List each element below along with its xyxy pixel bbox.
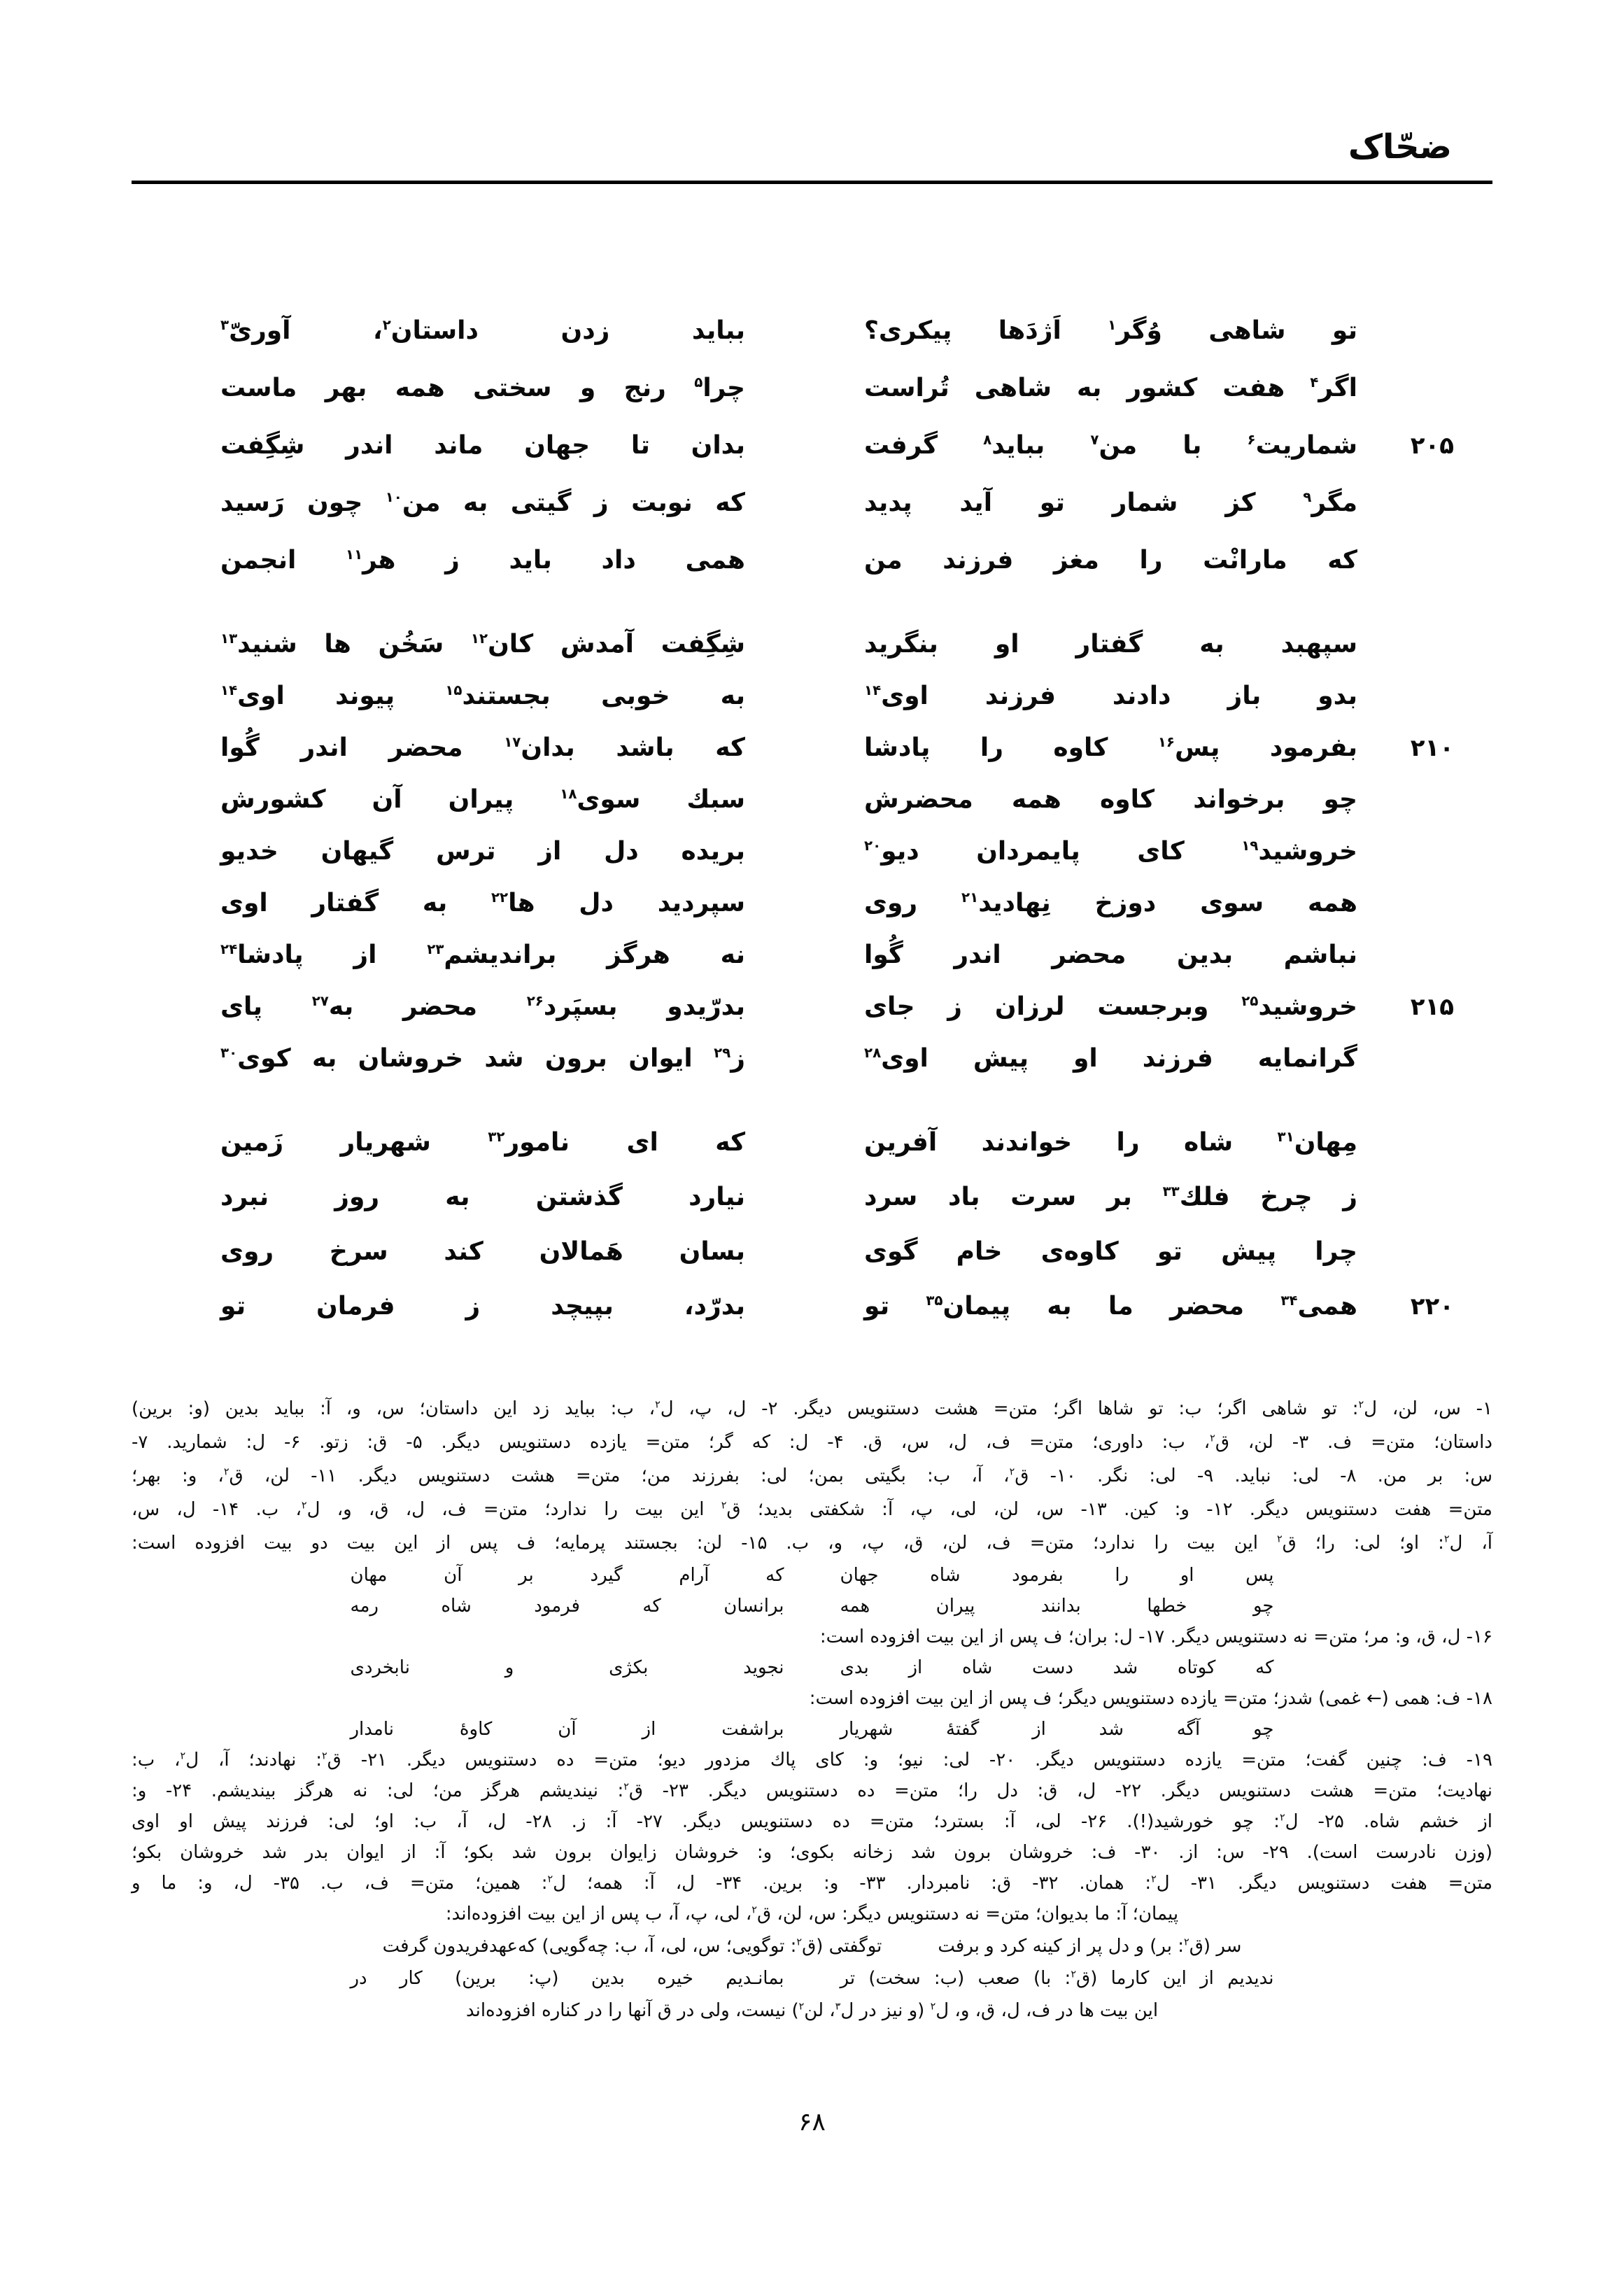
hemistich-right: که کوتاه شد دست شاه از بدی [840,1657,1274,1678]
footnote-added-couplet [132,1590,1492,1622]
footnote-line [132,1994,1492,2027]
hemistich-left: بدرّد، بپیچد ز فرمان تو [220,1292,745,1321]
footnote-text: ۱۶- ل، ق، و: مر؛ متن= نه دستنویس دیگر. ۱۷- ل: بران؛ ف پس از این بیت افزوده است: [819,1626,1492,1647]
footnote-added-couplet [132,1652,1492,1684]
hemistich-right: مگر$^۹$ کز شمار تو آید پدید [864,488,1357,517]
hemistich-right: چو خطها بدانند پیران همه [840,1596,1274,1617]
footnote-text: ۱۸- ف: همی (← غمی) شدز؛ متن= یازده دستنویس دیگر؛ ف پس از این بیت افزوده است: [809,1688,1492,1709]
page-number: ۶۸ [798,2108,826,2137]
hemistich-right: سپهبد به گفتار او بنگرید [864,630,1357,659]
hemistich-right: سر (ق$^۲$: بر) و دل پر از کینه کرد و برفت [938,1936,1242,1957]
footnote-line [132,1806,1492,1838]
verse-row [132,365,1492,411]
hemistich-left: نجوید بکژی و نابخردی [350,1657,784,1678]
hemistich-right: همه سوی دوزخ نِهادید$^{۲۱}$ روی [864,889,1357,917]
verse-row [132,725,1492,771]
hemistich-left: بباید زدن داستان$^۲$، آوریّ$^۳$ [220,316,745,345]
hemistich-right: چرا پیش تو کاوه‌ی خام گوی [864,1237,1357,1266]
footnote-line [132,1527,1492,1559]
footnote-line [132,1836,1492,1869]
hemistich-left: به خوبی بجستند$^{۱۵}$ پیوند اوی$^{۱۴}$ [220,682,745,710]
footnote-text: س: بر من. ۸- لی: نباید. ۹- لی: نگر. ۱۰- ق$^۲$، آ، ب: بگیتی بمن؛ لی: بفرزند من؛ متن= هشت دستنویس دیگر. ۱۱- لن، ق$^۲$، و: بهر؛ [132,1465,1492,1486]
footnote-line [132,1744,1492,1776]
hemistich-right: چو آگه شد از گفتهٔ شهریار [840,1719,1274,1740]
footnote-text: نهادیت؛ متن= هشت دستنویس دیگر. ۲۲- ل، ق: دل را؛ متن= ده دستنویس دیگر. ۲۳- ق$^۲$: نیندیشم هرگز من؛ لی: نه هرگز بیندیشم. ۲۴- و: [132,1780,1492,1801]
footnote-text: ۱- س، لن، ل$^۲$: تو شاهی اگر؛ ب: تو شاها اگر؛ متن= هشت دستنویس دیگر. ۲- ل، پ، ل$^۲$، ب: بباید زد این داستان؛ س، و، آ: بباید بدین (و: برین) [132,1398,1492,1419]
hemistich-left: که نوبت ز گیتی به من$^{۱۰}$ چون رَسید [220,488,745,517]
hemistich-left: سپردید دل ها$^{۲۲}$ به گفتار اوی [220,889,745,917]
hemistich-left: نه هرگز براندیشم$^{۲۳}$ از پادشا$^{۲۴}$ [220,941,746,969]
hemistich-right: گرانمایه فرزند او پیش اوی$^{۲۸}$ [864,1044,1357,1073]
hemistich-left: سبك سوی$^{۱۸}$ پیران آن کشورش [220,785,745,814]
footnote-added-couplet [132,1930,1492,1962]
footnote-line [132,1898,1492,1930]
hemistich-left: ز$^{۲۹}$ ایوان برون شد خروشان به کوی$^{۳۰}$ [220,1044,745,1073]
footnote-line [132,1493,1492,1526]
footnote-line [132,1682,1492,1715]
verse-number: ۲۱۵ [1410,993,1454,1021]
footnote-text: این بیت ها در ف، ل، ق، و، ل$^۲$ (و نیز در ل$^۳$، لن$^۲$) نیست، ولی در ق آنها را در کناره افزوده‌اند [465,2000,1159,2021]
footnote-text: متن= هفت دستنویس دیگر. ۱۲- و: کین. ۱۳- س، لن، لی، پ، آ: شکفتی بدید؛ ق$^۲$ این بیت را ندارد؛ متن= ف، ل، ق، و، ل$^۲$، ب. ۱۴- ل، س، [132,1499,1492,1520]
footnote-line [132,1867,1492,1899]
hemistich-right: چو برخواند کاوه همه محضرش [864,785,1357,814]
hemistich-left: نیارد گذشتن به روز نبرد [220,1183,745,1211]
verse-row [132,423,1492,469]
footnote-line [132,1621,1492,1653]
hemistich-left: براشفت از آن کاوهٔ نامدار [350,1719,784,1740]
footnote-added-couplet [132,1713,1492,1745]
hemistich-right: پس او را بفرمود شاه جهان [840,1565,1274,1586]
hemistich-left: که باشد بدان$^{۱۷}$ محضر اندر گُوا [220,733,745,762]
hemistich-left: بدرّیدو بسپَرد$^{۲۶}$ محضر به$^{۲۷}$ پای [220,992,745,1021]
verse-row [132,1174,1492,1220]
hemistich-right: که مارانْت را مغز فرزند من [864,546,1357,575]
hemistich-left: که آرام گیرد بر آن مهان [350,1565,784,1586]
hemistich-left: بسان هَمالان کند سرخ روی [220,1237,745,1266]
footnote-line [132,1775,1492,1807]
verse-row [132,984,1492,1030]
footnote-line [132,1426,1492,1458]
hemistich-left: همی داد باید ز هر$^{۱۱}$ انجمن [220,546,745,575]
hemistich-right: ندیدیم از این کارما (ق$^۲$: با) صعب (ب: سخت) تر [840,1968,1274,1989]
hemistich-right: همی$^{۳۴}$ محضر ما به پیمان$^{۳۵}$ تو [864,1292,1358,1321]
verse-row [132,1229,1492,1275]
footnote-text: آ، ل$^۲$: او؛ لی: را؛ ق$^۲$ این بیت را ندارد؛ متن= ف، لن، ق، پ، و، ب. ۱۵- لن: بجستند پرمایه؛ ف پس از این بیت دو بیت افزوده است: [132,1533,1493,1554]
hemistich-right: تو شاهی وُگر$^۱$ اَژدَها پیکری؟ [864,316,1357,345]
hemistich-right: خروشید$^{۱۹}$ کای پایمردان دیو$^{۲۰}$ [864,837,1357,866]
hemistich-left: شِگِفت آمدش کان$^{۱۲}$ سَخُن ها شنید$^{۱۳}$ [220,630,745,659]
footnote-text: (وزن نادرست است). ۲۹- س: از. ۳۰- ف: خروشان برون شد زخانه بکوی؛ و: خروشان زایوان برون شد بکو؛ آ: از ایوان بدر شد خروشان بکو؛ [132,1842,1492,1863]
verse-row [132,1036,1492,1082]
hemistich-right: شماریت$^۶$ با من$^۷$ بباید$^۸$ گرفت [864,431,1357,460]
verse-row [132,621,1492,668]
verse-row [132,1120,1492,1166]
verse-number: ۲۰۵ [1410,432,1454,460]
hemistich-right: بدو باز دادند فرزند اوی$^{۱۴}$ [864,682,1357,710]
hemistich-left: بدان تا جهان ماند اندر شِگِفت [220,431,745,460]
verse-number: ۲۱۰ [1410,734,1454,762]
footnote-text: داستان؛ متن= ف. ۳- لن، ق$^۲$، ب: داوری؛ متن= ف، ل، س، ق. ۴- ل: که گر؛ متن= یازده دستنویس دیگر. ۵- ق: زتو. ۶- ل: شمارید. ۷- [132,1432,1492,1453]
hemistich-left: بمانـدیم خیره بدین (پ: برین) کار در [350,1968,784,1989]
hemistich-right: بفرمود پس$^{۱۶}$ کاوه را پادشا [864,733,1357,762]
hemistich-right: نباشم بدین محضر اندر گُوا [864,941,1357,969]
verse-row [132,537,1492,584]
hemistich-left: بریده دل از ترس گیهان خدیو [220,837,745,866]
verse-row [132,829,1492,875]
verse-row [132,932,1492,978]
footnote-added-couplet [132,1962,1492,1994]
footnote-added-couplet [132,1559,1492,1591]
footnote-text: از خشم شاه. ۲۵- ل$^۲$: چو خورشید(!). ۲۶- لی، آ: بسترد؛ متن= ده دستنویس دیگر. ۲۷- آ: ز. ۲۸- ل، آ، ب: او؛ لی: فرزند پیش او اوی [132,1811,1492,1832]
verse-number: ۲۲۰ [1410,1293,1454,1321]
verse-row [132,1283,1492,1330]
verse-row [132,880,1492,927]
footnote-text: ۱۹- ف: چنین گفت؛ متن= یازده دستنویس دیگر. ۲۰- لی: نیو؛ و: کای پاك مزدور دیو؛ متن= ده دستنویس دیگر. ۲۱- ق$^۲$: نهادند؛ آ، ل$^۲$، ب: [132,1750,1492,1771]
hemistich-left: چرا$^۵$ رنج و سختی همه بهر ماست [220,374,745,402]
verse-row [132,673,1492,719]
hemistich-right: خروشید$^{۲۵}$ وبرجست لرزان ز جای [864,992,1357,1021]
footnote-line [132,1393,1492,1425]
footnote-line [132,1460,1492,1492]
hemistich-right: مِهان$^{۳۱}$ شاه را خواندند آفرین [864,1128,1357,1157]
footnote-text: پیمان؛ آ: ما بدیوان؛ متن= نه دستنویس دیگر: س، لن، ق$^۲$، لی، پ، آ، ب پس از این بیت افزوده‌اند: [445,1903,1179,1924]
verse-row [132,308,1492,354]
hemistich-left: توگفتی (ق$^۲$: توگویی؛ س، لی، آ، ب: چه‌گویی) که‌عهدفریدون گرفت [382,1936,882,1957]
hemistich-right: ز چرخ فلك$^{۳۳}$ بر سرت باد سرد [864,1183,1357,1211]
hemistich-left: برانسان که فرمود شاه رمه [350,1596,784,1617]
chapter-title: ضحّاک [1348,127,1452,167]
hemistich-left: که ای نامور$^{۳۲}$ شهریار زَمین [220,1128,745,1157]
hemistich-right: اگر$^۴$ هفت کشور به شاهی تُراست [864,374,1357,402]
verse-row [132,777,1492,823]
footnote-text: متن= هفت دستنویس دیگر. ۳۱- ل$^۲$: همان. ۳۲- ق: نامبردار. ۳۳- و: برین. ۳۴- ل، آ: همه؛ ل$^۲$: همین؛ متن= ف، ب. ۳۵- ل، و: ما و [132,1873,1492,1894]
verse-row [132,480,1492,526]
header-rule [132,181,1492,184]
